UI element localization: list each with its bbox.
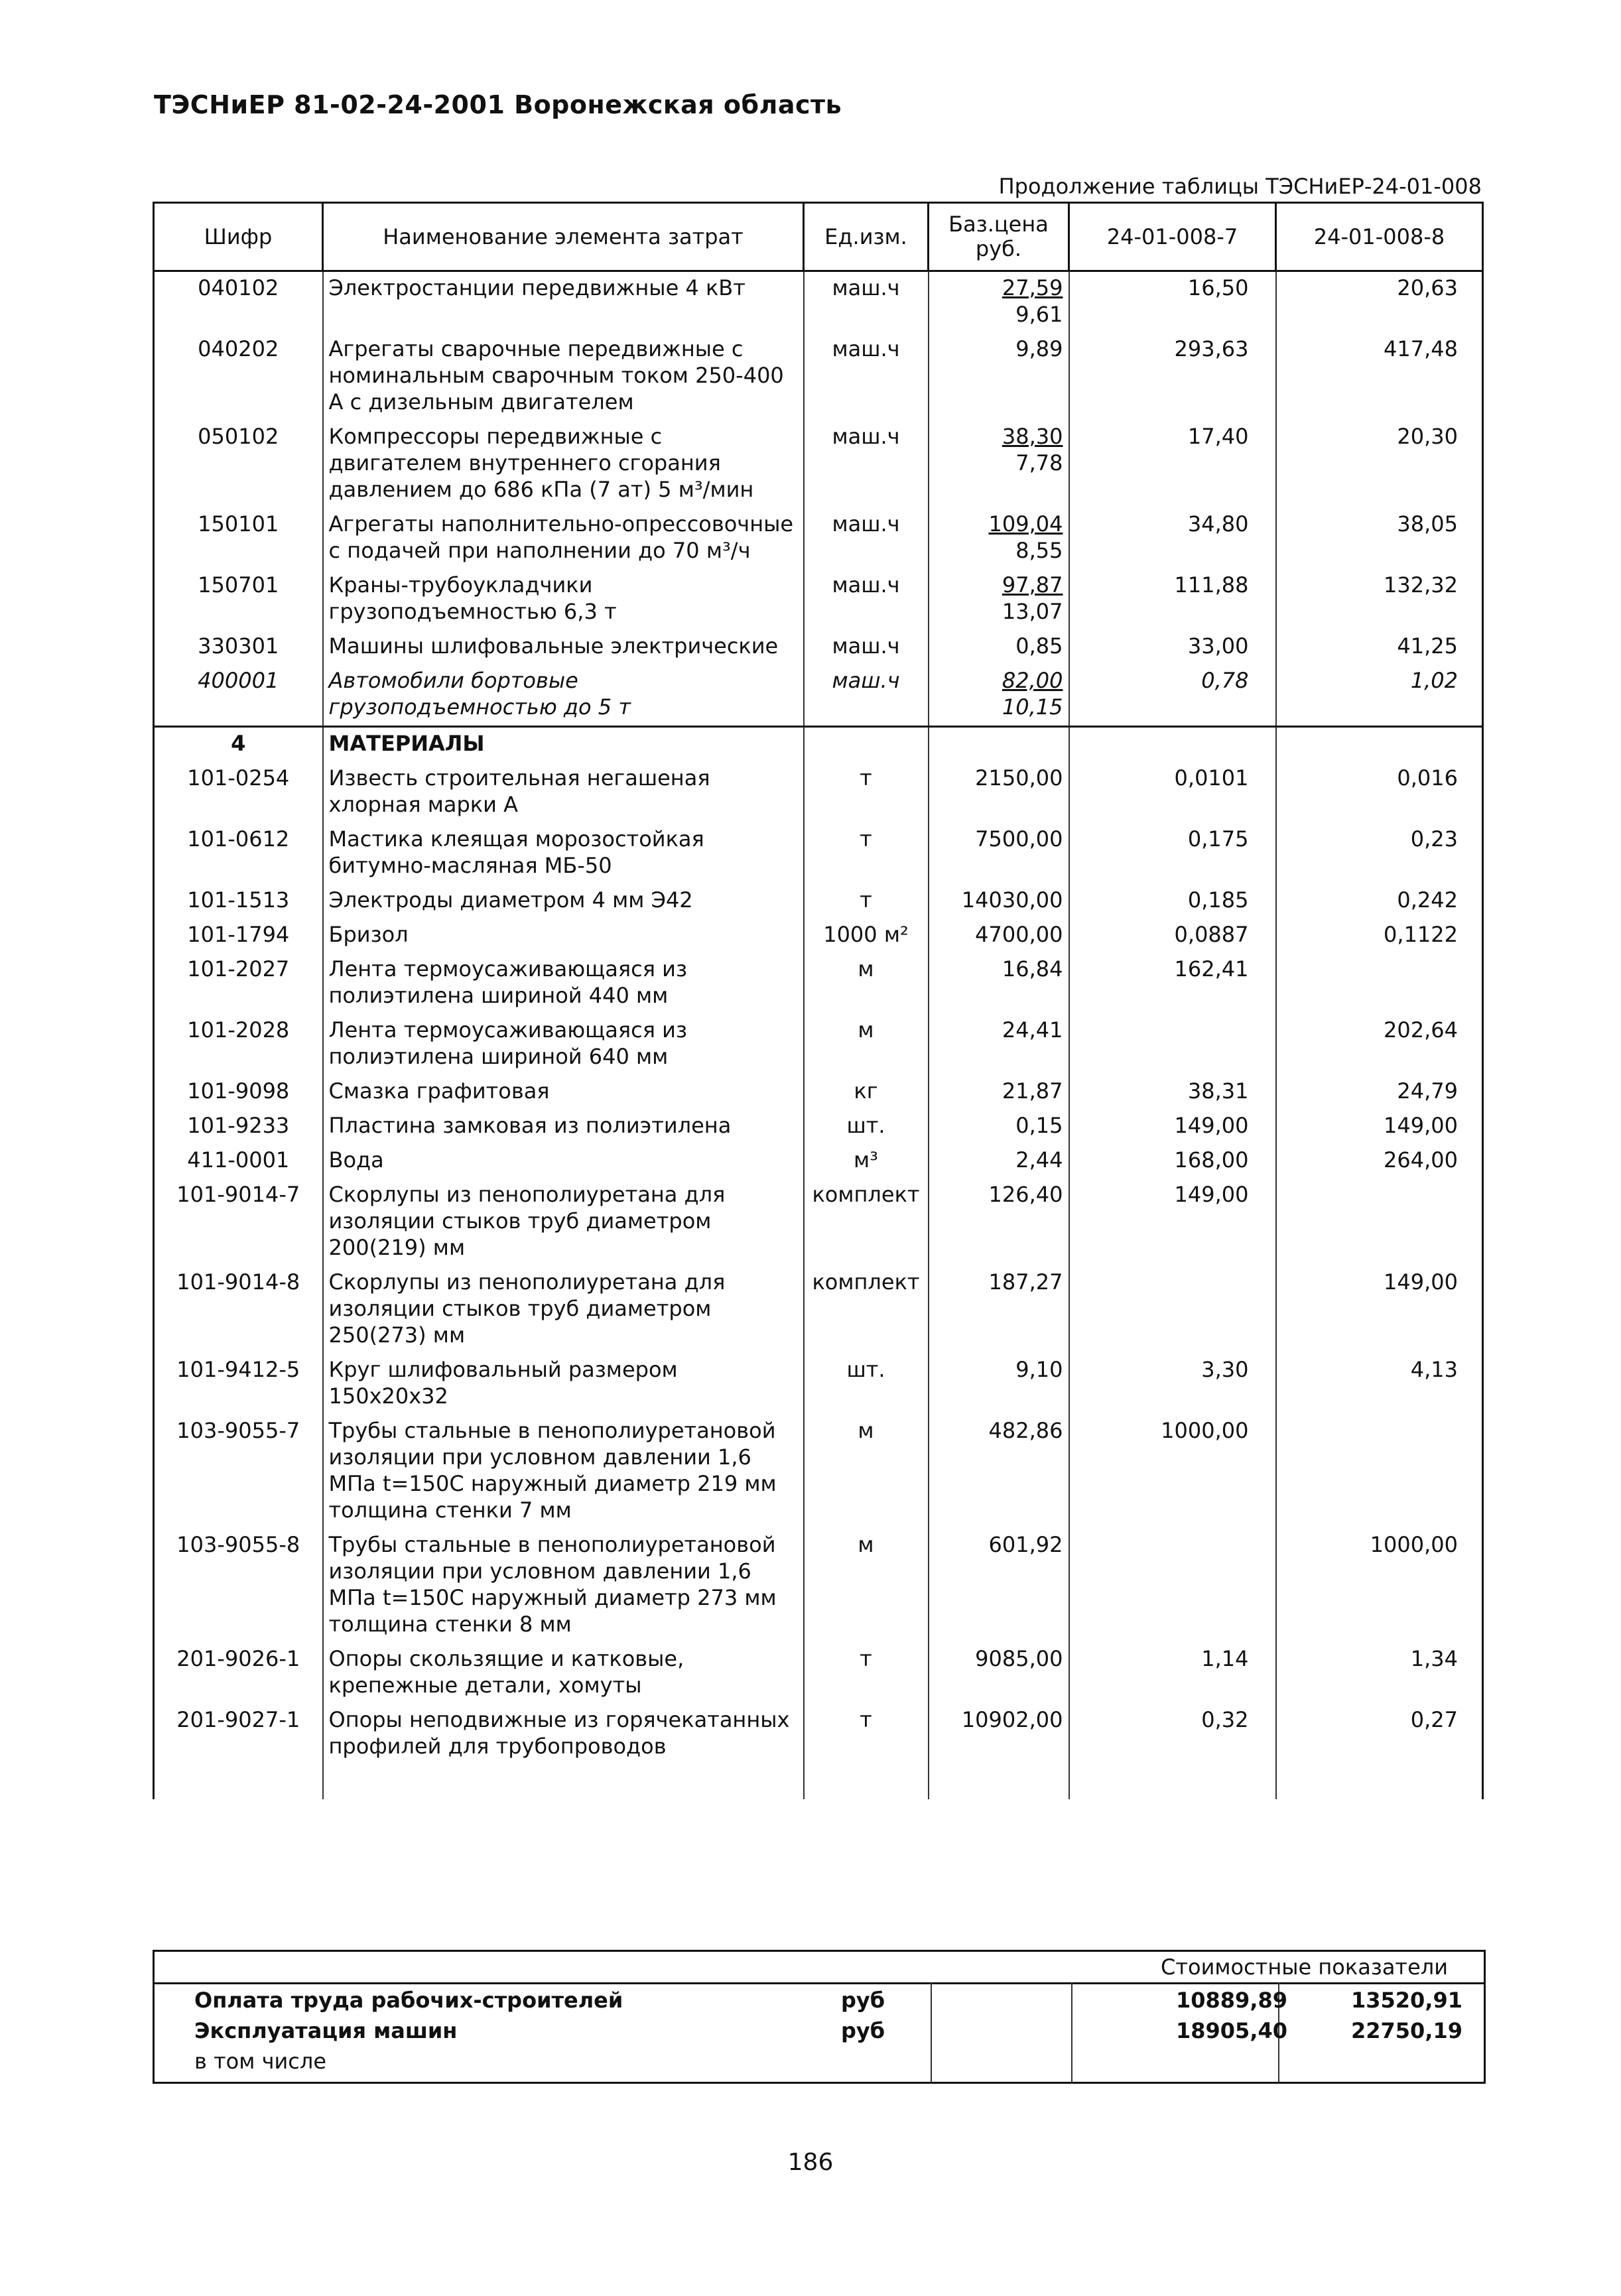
cell-unit: т [804, 823, 929, 884]
cell-code: 050102 [154, 420, 323, 508]
col-header-price: Баз.цена руб. [929, 203, 1069, 271]
price-labor-part: 7,78 [1015, 450, 1063, 476]
cell-name: Опоры неподвижные из горячекатанных профилей для трубопроводов [323, 1704, 804, 1765]
cell-price: 9,10 [929, 1354, 1069, 1415]
cell-v2: 132,32 [1276, 569, 1483, 630]
cell-v1: 0,0887 [1069, 919, 1276, 953]
cell-v2: 149,00 [1276, 1266, 1483, 1354]
cell-price: 2,44 [929, 1144, 1069, 1179]
cell-v1: 0,0101 [1069, 762, 1276, 823]
cell-v1: 162,41 [1069, 953, 1276, 1014]
cell-v1: 17,40 [1069, 420, 1276, 508]
cell-name: Опоры скользящие и катковые, крепежные детали, хомуты [323, 1643, 804, 1704]
cell-v2: 417,48 [1276, 333, 1483, 420]
table-row [154, 420, 1483, 508]
cell-v1: 1000,00 [1069, 1415, 1276, 1529]
cell-code: 103-9055-8 [154, 1529, 323, 1643]
cell-code: 150701 [154, 569, 323, 630]
cost-indicators [153, 1950, 1486, 2084]
resource-table [153, 202, 1482, 1799]
machines-cost-unit: руб [841, 2018, 885, 2043]
table-continuation-caption: Продолжение таблицы ТЭСНиЕР-24-01-008 [998, 174, 1482, 199]
cell-v2: 0,242 [1276, 884, 1483, 919]
cell-unit: маш.ч [804, 569, 929, 630]
table-header-row [154, 203, 1483, 271]
col-header-code: Шифр [154, 203, 323, 271]
cell-v2: 4,13 [1276, 1354, 1483, 1415]
cell-unit: т [804, 762, 929, 823]
table-row [154, 333, 1483, 420]
cell-v2 [1276, 953, 1483, 1014]
cell-name: Лента термоусаживающаяся из полиэтилена шириной 640 мм [323, 1014, 804, 1075]
cell-unit: 1000 м² [804, 919, 929, 953]
cell-name: Бризол [323, 919, 804, 953]
cell-unit: маш.ч [804, 271, 929, 334]
cell-price [929, 420, 1069, 508]
including-note: в том числе [194, 2049, 326, 2074]
cell-price: 2150,00 [929, 762, 1069, 823]
cell-v1: 0,78 [1069, 665, 1276, 727]
cell-v2: 264,00 [1276, 1144, 1483, 1179]
page-number: 186 [787, 2149, 834, 2176]
table-row [154, 1014, 1483, 1075]
cell-name: Краны-трубоукладчики грузоподъемностью 6,3 т [323, 569, 804, 630]
table-row [154, 569, 1483, 630]
col-header-name: Наименование элемента затрат [323, 203, 804, 271]
cell-v2: 24,79 [1276, 1075, 1483, 1110]
cell-unit: т [804, 884, 929, 919]
cell-v2: 1000,00 [1276, 1529, 1483, 1643]
cell-v1: 111,88 [1069, 569, 1276, 630]
machines-cost-row [155, 2017, 1484, 2046]
table-row [154, 1144, 1483, 1179]
cell-v2: 202,64 [1276, 1014, 1483, 1075]
labor-cost-unit: руб [841, 1988, 885, 2013]
cell-v2: 20,30 [1276, 420, 1483, 508]
price-labor-part: 13,07 [1002, 599, 1063, 624]
cell-code: 400001 [154, 665, 323, 727]
cell-unit: шт. [804, 1110, 929, 1144]
cell-name: Электростанции передвижные 4 кВт [323, 271, 804, 334]
cell-code: 101-1794 [154, 919, 323, 953]
cell-code: 101-9014-8 [154, 1266, 323, 1354]
cell-price [929, 665, 1069, 727]
cell-v1 [1069, 1014, 1276, 1075]
cell-code: 101-9014-7 [154, 1179, 323, 1266]
cell-code: 101-2027 [154, 953, 323, 1014]
table-row [154, 1704, 1483, 1765]
cell-price: 187,27 [929, 1266, 1069, 1354]
cell-unit: м [804, 1415, 929, 1529]
labor-cost-label: Оплата труда рабочих-строителей [194, 1988, 623, 2013]
cell-unit: т [804, 1704, 929, 1765]
cell-unit: комплект [804, 1179, 929, 1266]
table-row [154, 271, 1483, 334]
cell-name: Машины шлифовальные электрические [323, 630, 804, 665]
cell-v1: 33,00 [1069, 630, 1276, 665]
cell-price: 16,84 [929, 953, 1069, 1014]
labor-cost-row [155, 1986, 1484, 2015]
cell-code: 101-9098 [154, 1075, 323, 1110]
page-title: ТЭСНиЕР 81-02-24-2001 Воронежская область [154, 90, 842, 119]
cell-name: Трубы стальные в пенополиуретановой изоляции при условном давлении 1,6 МПа t=150С наружный диаметр 273 мм толщина стенки 8 мм [323, 1529, 804, 1643]
cell-code: 040202 [154, 333, 323, 420]
price-labor-part: 10,15 [1002, 694, 1063, 720]
col-header-v2: 24-01-008-8 [1276, 203, 1483, 271]
cell-v1: 0,175 [1069, 823, 1276, 884]
cell-v1: 293,63 [1069, 333, 1276, 420]
cell-price: 24,41 [929, 1014, 1069, 1075]
cell-v1: 149,00 [1069, 1179, 1276, 1266]
table-row [154, 823, 1483, 884]
table-row [154, 1110, 1483, 1144]
cell-unit: маш.ч [804, 333, 929, 420]
cell-v1 [1069, 1529, 1276, 1643]
price-labor-part: 9,61 [1015, 302, 1063, 327]
machines-cost-label: Эксплуатация машин [194, 2018, 458, 2043]
table-row [154, 1075, 1483, 1110]
cell-price [929, 569, 1069, 630]
cell-v1: 0,32 [1069, 1704, 1276, 1765]
cell-price: 10902,00 [929, 1704, 1069, 1765]
cell-code: 040102 [154, 271, 323, 334]
cell-v2: 0,27 [1276, 1704, 1483, 1765]
table-row [154, 762, 1483, 823]
cell-code: 101-9233 [154, 1110, 323, 1144]
cell-price: 14030,00 [929, 884, 1069, 919]
price-total: 9,89 [1015, 336, 1063, 361]
cell-v1: 0,185 [1069, 884, 1276, 919]
cell-unit: маш.ч [804, 630, 929, 665]
labor-cost-v2: 13520,91 [1350, 1988, 1462, 2013]
cell-unit: м³ [804, 1144, 929, 1179]
cell-price: 601,92 [929, 1529, 1069, 1643]
table-row [154, 1266, 1483, 1354]
cell-price: 21,87 [929, 1075, 1069, 1110]
cell-v1: 16,50 [1069, 271, 1276, 334]
cell-unit: маш.ч [804, 420, 929, 508]
cell-name: Агрегаты сварочные передвижные с номинальным сварочным током 250-400 А с дизельным двигателем [323, 333, 804, 420]
cell-v1 [1069, 1266, 1276, 1354]
cell-unit: м [804, 1529, 929, 1643]
cell-code: 103-9055-7 [154, 1415, 323, 1529]
col-header-v1: 24-01-008-7 [1069, 203, 1276, 271]
cell-code: 101-9412-5 [154, 1354, 323, 1415]
table-row [154, 1529, 1483, 1643]
cell-code: 101-1513 [154, 884, 323, 919]
cell-name: Компрессоры передвижные с двигателем внутреннего сгорания давлением до 686 кПа (7 ат) 5 м³/мин [323, 420, 804, 508]
table-row [154, 1415, 1483, 1529]
cell-v2 [1276, 1179, 1483, 1266]
resource-table-grid [153, 202, 1484, 1799]
price-labor-part: 8,55 [1015, 538, 1063, 563]
cell-name: Лента термоусаживающаяся из полиэтилена шириной 440 мм [323, 953, 804, 1014]
cell-price: 482,86 [929, 1415, 1069, 1529]
cell-v1: 149,00 [1069, 1110, 1276, 1144]
cell-name: Трубы стальные в пенополиуретановой изоляции при условном давлении 1,6 МПа t=150С наружный диаметр 219 мм толщина стенки 7 мм [323, 1415, 804, 1529]
cell-unit: т [804, 1643, 929, 1704]
cell-price [929, 508, 1069, 569]
cell-v1: 3,30 [1069, 1354, 1276, 1415]
table-row [154, 953, 1483, 1014]
section-header-row [154, 727, 1483, 763]
cell-unit: комплект [804, 1266, 929, 1354]
cell-price [929, 271, 1069, 334]
machines-cost-v2: 22750,19 [1350, 2018, 1462, 2043]
price-total: 82,00 [1002, 668, 1063, 693]
cell-unit: шт. [804, 1354, 929, 1415]
table-row [154, 884, 1483, 919]
price-total: 0,85 [1015, 633, 1063, 659]
cell-v2: 0,016 [1276, 762, 1483, 823]
cell-v2: 41,25 [1276, 630, 1483, 665]
labor-cost-v1: 10889,89 [1175, 1988, 1287, 2013]
cell-code: 201-9027-1 [154, 1704, 323, 1765]
cell-name: Пластина замковая из полиэтилена [323, 1110, 804, 1144]
cell-code: 411-0001 [154, 1144, 323, 1179]
table-row [154, 919, 1483, 953]
table-row [154, 630, 1483, 665]
cell-price: 9085,00 [929, 1643, 1069, 1704]
cost-indicators-caption: Стоимостные показатели [1161, 1954, 1448, 1980]
cell-name: Электроды диаметром 4 мм Э42 [323, 884, 804, 919]
cell-price [929, 333, 1069, 420]
cell-name: Агрегаты наполнительно-опрессовочные с подачей при наполнении до 70 м³/ч [323, 508, 804, 569]
cell-name: Мастика клеящая морозостойкая битумно-масляная МБ-50 [323, 823, 804, 884]
table-row [154, 1354, 1483, 1415]
cell-unit: кг [804, 1075, 929, 1110]
machines-cost-v1: 18905,40 [1175, 2018, 1287, 2043]
cell-price: 126,40 [929, 1179, 1069, 1266]
table-row [154, 665, 1483, 727]
price-total: 109,04 [988, 511, 1063, 537]
cell-v2: 1,02 [1276, 665, 1483, 727]
cell-v1: 1,14 [1069, 1643, 1276, 1704]
materials-rows [154, 762, 1483, 1765]
price-total: 38,30 [1002, 424, 1063, 449]
cell-code: 101-0612 [154, 823, 323, 884]
cell-name: Скорлупы из пенополиуретана для изоляции стыков труб диаметром 250(273) мм [323, 1266, 804, 1354]
cell-v1: 168,00 [1069, 1144, 1276, 1179]
cell-code: 201-9026-1 [154, 1643, 323, 1704]
cell-name: Смазка графитовая [323, 1075, 804, 1110]
cell-v2: 0,23 [1276, 823, 1483, 884]
cell-code: 101-2028 [154, 1014, 323, 1075]
cell-code: 330301 [154, 630, 323, 665]
section-number: 4 [154, 727, 323, 763]
cell-price: 0,15 [929, 1110, 1069, 1144]
cell-name: Автомобили бортовые грузоподъемностью до 5 т [323, 665, 804, 727]
table-row [154, 1643, 1483, 1704]
cell-v2: 1,34 [1276, 1643, 1483, 1704]
cell-unit: маш.ч [804, 508, 929, 569]
price-total: 97,87 [1002, 572, 1063, 598]
cell-v2: 38,05 [1276, 508, 1483, 569]
table-row [154, 1179, 1483, 1266]
price-total: 27,59 [1002, 275, 1063, 300]
cell-name: Вода [323, 1144, 804, 1179]
cell-v2: 20,63 [1276, 271, 1483, 334]
materials-section [154, 727, 1483, 763]
cell-price: 7500,00 [929, 823, 1069, 884]
machines-section [154, 271, 1483, 727]
col-header-unit: Ед.изм. [804, 203, 929, 271]
cell-v1: 34,80 [1069, 508, 1276, 569]
cell-name: Скорлупы из пенополиуретана для изоляции стыков труб диаметром 200(219) мм [323, 1179, 804, 1266]
cell-unit: маш.ч [804, 665, 929, 727]
section-title: МАТЕРИАЛЫ [323, 727, 804, 763]
cell-unit: м [804, 953, 929, 1014]
cell-name: Круг шлифовальный размером 150x20x32 [323, 1354, 804, 1415]
cell-v1: 38,31 [1069, 1075, 1276, 1110]
cell-code: 101-0254 [154, 762, 323, 823]
cell-price [929, 630, 1069, 665]
cell-name: Известь строительная негашеная хлорная марки А [323, 762, 804, 823]
cell-v2: 149,00 [1276, 1110, 1483, 1144]
cell-unit: м [804, 1014, 929, 1075]
table-row [154, 508, 1483, 569]
cell-price: 4700,00 [929, 919, 1069, 953]
cell-v2 [1276, 1415, 1483, 1529]
cell-v2: 0,1122 [1276, 919, 1483, 953]
cell-code: 150101 [154, 508, 323, 569]
